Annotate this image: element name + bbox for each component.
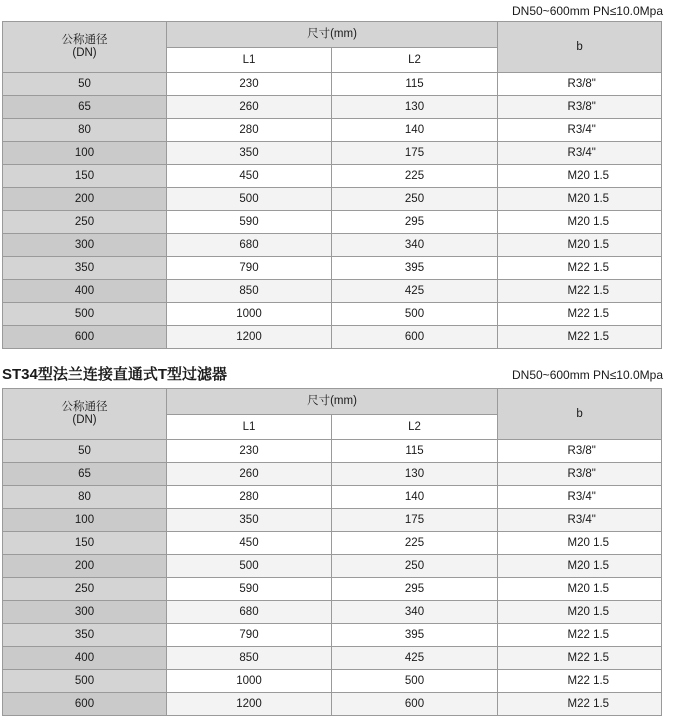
table-row bbox=[3, 578, 662, 601]
cell-b: R3/4" bbox=[498, 119, 662, 142]
table-row bbox=[3, 463, 662, 486]
cell-l2: 115 bbox=[332, 440, 498, 463]
table-row bbox=[3, 486, 662, 509]
cell-b: M20 1.5 bbox=[498, 578, 662, 601]
cell-dn: 350 bbox=[3, 624, 167, 647]
table-row bbox=[3, 693, 662, 716]
header-nominal-diameter: 公称通径 (DN) bbox=[3, 22, 167, 73]
cell-l1: 680 bbox=[167, 234, 332, 257]
cell-dn: 65 bbox=[3, 96, 167, 119]
table-row bbox=[3, 440, 662, 463]
cell-dn: 100 bbox=[3, 142, 167, 165]
cell-l2: 295 bbox=[332, 211, 498, 234]
cell-dn: 80 bbox=[3, 486, 167, 509]
cell-b: M22 1.5 bbox=[498, 280, 662, 303]
cell-l1: 280 bbox=[167, 486, 332, 509]
cell-b: M22 1.5 bbox=[498, 647, 662, 670]
cell-b: M22 1.5 bbox=[498, 257, 662, 280]
cell-l1: 790 bbox=[167, 257, 332, 280]
cell-b: R3/8" bbox=[498, 463, 662, 486]
cell-l1: 260 bbox=[167, 463, 332, 486]
cell-b: M20 1.5 bbox=[498, 165, 662, 188]
section-title: ST34型法兰连接直通式T型过滤器 bbox=[2, 366, 228, 383]
cell-l2: 115 bbox=[332, 73, 498, 96]
header-l2: L2 bbox=[332, 415, 498, 440]
cell-l2: 425 bbox=[332, 280, 498, 303]
cell-dn: 600 bbox=[3, 693, 167, 716]
cell-l2: 140 bbox=[332, 486, 498, 509]
table-row bbox=[3, 188, 662, 211]
cell-b: R3/4" bbox=[498, 486, 662, 509]
cell-l1: 1000 bbox=[167, 303, 332, 326]
cell-l1: 1000 bbox=[167, 670, 332, 693]
cell-l2: 340 bbox=[332, 234, 498, 257]
cell-l1: 590 bbox=[167, 578, 332, 601]
table-row bbox=[3, 96, 662, 119]
cell-l1: 230 bbox=[167, 73, 332, 96]
cell-dn: 400 bbox=[3, 280, 167, 303]
table-row bbox=[3, 142, 662, 165]
cell-l2: 225 bbox=[332, 165, 498, 188]
cell-dn: 600 bbox=[3, 326, 167, 349]
dimension-table-1 bbox=[2, 21, 662, 349]
cell-l2: 130 bbox=[332, 463, 498, 486]
table-row bbox=[3, 303, 662, 326]
cell-dn: 65 bbox=[3, 463, 167, 486]
table-row bbox=[3, 73, 662, 96]
cell-b: R3/8" bbox=[498, 73, 662, 96]
cell-b: M22 1.5 bbox=[498, 624, 662, 647]
cell-l2: 425 bbox=[332, 647, 498, 670]
table-body bbox=[3, 73, 662, 349]
cell-l1: 850 bbox=[167, 647, 332, 670]
cell-dn: 300 bbox=[3, 234, 167, 257]
cell-dn: 500 bbox=[3, 303, 167, 326]
cell-dn: 500 bbox=[3, 670, 167, 693]
cell-l1: 1200 bbox=[167, 693, 332, 716]
table-row bbox=[3, 509, 662, 532]
cell-l2: 500 bbox=[332, 303, 498, 326]
cell-l2: 140 bbox=[332, 119, 498, 142]
table-row bbox=[3, 234, 662, 257]
cell-dn: 200 bbox=[3, 188, 167, 211]
cell-l1: 1200 bbox=[167, 326, 332, 349]
cell-l2: 175 bbox=[332, 142, 498, 165]
cell-l2: 295 bbox=[332, 578, 498, 601]
cell-b: M22 1.5 bbox=[498, 326, 662, 349]
cell-l2: 340 bbox=[332, 601, 498, 624]
cell-dn: 150 bbox=[3, 165, 167, 188]
cell-l2: 250 bbox=[332, 188, 498, 211]
table-row bbox=[3, 647, 662, 670]
cell-l2: 175 bbox=[332, 509, 498, 532]
table-row bbox=[3, 165, 662, 188]
header-nominal-diameter: 公称通径 (DN) bbox=[3, 389, 167, 440]
cell-l1: 450 bbox=[167, 165, 332, 188]
cell-l1: 450 bbox=[167, 532, 332, 555]
cell-l1: 260 bbox=[167, 96, 332, 119]
table-row bbox=[3, 555, 662, 578]
cell-l1: 500 bbox=[167, 555, 332, 578]
cell-dn: 200 bbox=[3, 555, 167, 578]
cell-b: M20 1.5 bbox=[498, 188, 662, 211]
cell-b: R3/8" bbox=[498, 440, 662, 463]
cell-l1: 680 bbox=[167, 601, 332, 624]
cell-l2: 130 bbox=[332, 96, 498, 119]
table-row bbox=[3, 670, 662, 693]
cell-l2: 395 bbox=[332, 257, 498, 280]
cell-dn: 80 bbox=[3, 119, 167, 142]
cell-dn: 50 bbox=[3, 440, 167, 463]
cell-dn: 50 bbox=[3, 73, 167, 96]
header-b: b bbox=[498, 22, 662, 73]
table-row bbox=[3, 211, 662, 234]
cell-l2: 250 bbox=[332, 555, 498, 578]
cell-b: M20 1.5 bbox=[498, 234, 662, 257]
cell-l2: 600 bbox=[332, 326, 498, 349]
cell-l1: 230 bbox=[167, 440, 332, 463]
header-l1: L1 bbox=[167, 48, 332, 73]
dimension-table-2 bbox=[2, 388, 662, 716]
cell-l1: 280 bbox=[167, 119, 332, 142]
cell-dn: 350 bbox=[3, 257, 167, 280]
header-b: b bbox=[498, 389, 662, 440]
cell-l2: 500 bbox=[332, 670, 498, 693]
header-l1: L1 bbox=[167, 415, 332, 440]
cell-dn: 250 bbox=[3, 578, 167, 601]
cell-dn: 400 bbox=[3, 647, 167, 670]
table-row bbox=[3, 532, 662, 555]
table-row bbox=[3, 624, 662, 647]
cell-dn: 300 bbox=[3, 601, 167, 624]
cell-l1: 850 bbox=[167, 280, 332, 303]
cell-l1: 590 bbox=[167, 211, 332, 234]
cell-l1: 790 bbox=[167, 624, 332, 647]
table-row bbox=[3, 601, 662, 624]
cell-dn: 250 bbox=[3, 211, 167, 234]
cell-b: M20 1.5 bbox=[498, 211, 662, 234]
header-dimensions: 尺寸(mm) bbox=[167, 389, 498, 415]
table-body bbox=[3, 440, 662, 716]
cell-l2: 600 bbox=[332, 693, 498, 716]
cell-b: M20 1.5 bbox=[498, 601, 662, 624]
cell-b: M22 1.5 bbox=[498, 670, 662, 693]
cell-b: M22 1.5 bbox=[498, 303, 662, 326]
cell-b: R3/4" bbox=[498, 509, 662, 532]
table-row bbox=[3, 119, 662, 142]
cell-dn: 100 bbox=[3, 509, 167, 532]
spec-range-label: DN50~600mm PN≤10.0Mpa bbox=[512, 368, 663, 382]
table-row bbox=[3, 280, 662, 303]
cell-b: M20 1.5 bbox=[498, 555, 662, 578]
cell-l1: 350 bbox=[167, 142, 332, 165]
cell-b: M22 1.5 bbox=[498, 693, 662, 716]
cell-l2: 395 bbox=[332, 624, 498, 647]
cell-b: M20 1.5 bbox=[498, 532, 662, 555]
cell-dn: 150 bbox=[3, 532, 167, 555]
spec-range-label: DN50~600mm PN≤10.0Mpa bbox=[512, 4, 663, 18]
table-row bbox=[3, 326, 662, 349]
cell-l1: 350 bbox=[167, 509, 332, 532]
cell-b: R3/4" bbox=[498, 142, 662, 165]
header-l2: L2 bbox=[332, 48, 498, 73]
cell-b: R3/8" bbox=[498, 96, 662, 119]
header-dimensions: 尺寸(mm) bbox=[167, 22, 498, 48]
table-row bbox=[3, 257, 662, 280]
cell-l1: 500 bbox=[167, 188, 332, 211]
cell-l2: 225 bbox=[332, 532, 498, 555]
